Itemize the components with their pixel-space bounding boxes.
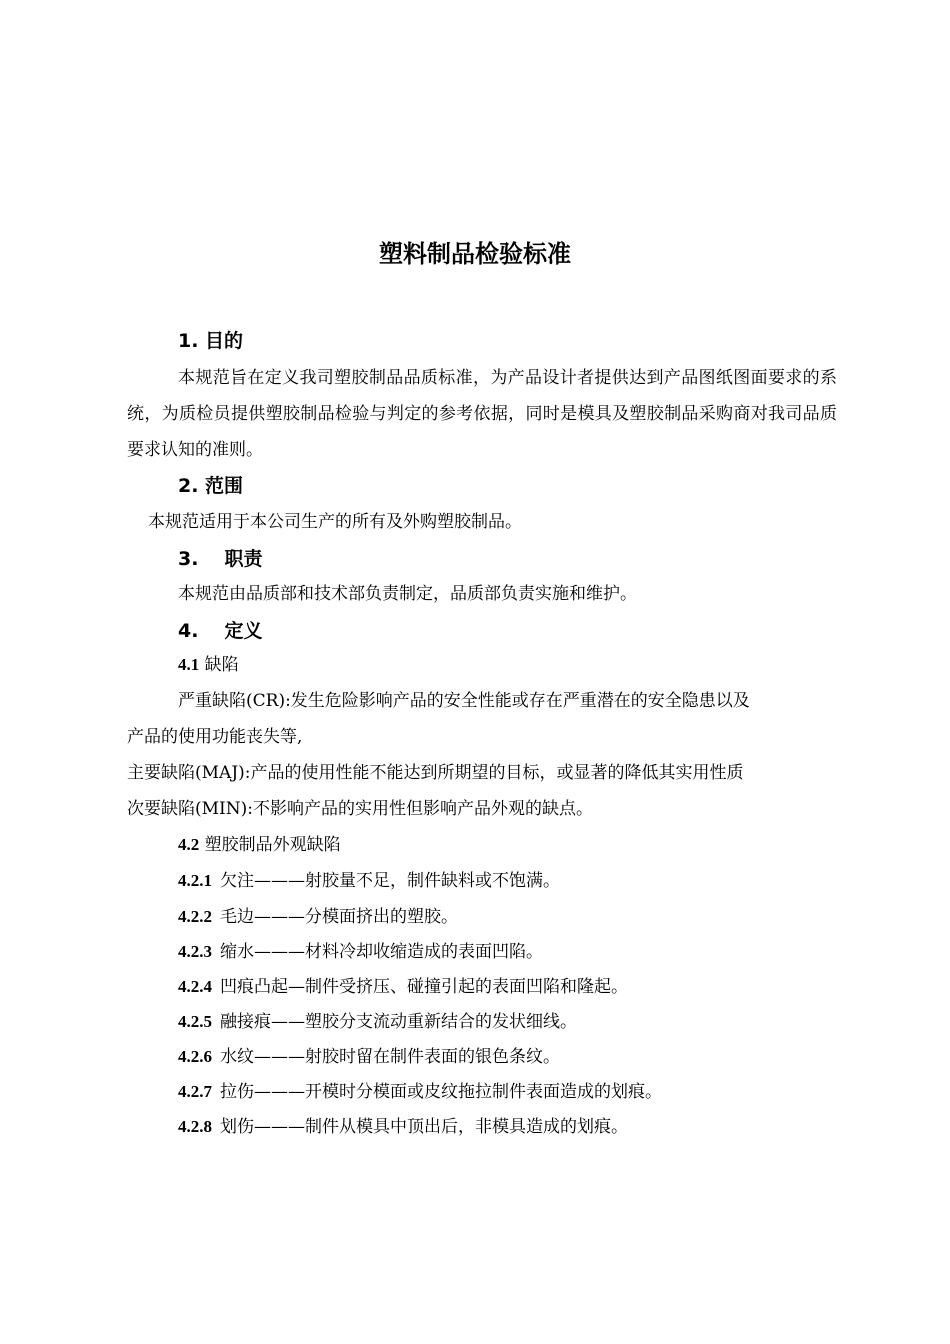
section-number: 4. (178, 620, 199, 642)
list-item (178, 1039, 560, 1075)
item-number: 4.2.7 (178, 1082, 212, 1101)
list-item (178, 899, 458, 935)
section-heading-purpose: 1. 目的 (178, 330, 244, 352)
list-item (178, 1074, 662, 1110)
item-text: 凹痕凸起—制件受挤压、碰撞引起的表面凹陷和隆起。 (220, 977, 628, 997)
section-heading-responsibility (178, 545, 262, 573)
item-text: 划伤———制件从模具中顶出后，非模具造成的划痕。 (220, 1117, 628, 1137)
item-number: 4.2.5 (178, 1012, 212, 1031)
defect-critical: 严重缺陷(CR):发生危险影响产品的安全性能或存在严重潜在的安全隐患以及 (178, 691, 750, 711)
section-heading-label: 职责 (224, 548, 263, 570)
item-number: 4.2.1 (178, 871, 212, 890)
list-item (178, 1004, 577, 1040)
defect-major: 主要缺陷(MAJ):产品的使用性能不能达到所期望的目标，或显著的降低其实用性质 (127, 763, 744, 783)
defect-critical-cont: 产品的使用功能丧失等, (127, 727, 303, 747)
item-number: 4.2.3 (178, 942, 212, 961)
item-text: 毛边———分模面挤出的塑胶。 (220, 907, 458, 927)
item-text: 融接痕——塑胶分支流动重新结合的发状细线。 (220, 1012, 577, 1032)
item-text: 拉伤———开模时分模面或皮纹拖拉制件表面造成的划痕。 (220, 1082, 662, 1102)
section-heading-scope: 2. 范围 (178, 475, 244, 497)
item-number: 4.2.4 (178, 977, 212, 996)
section-heading-label: 定义 (224, 620, 263, 642)
subsection-number: 4.2 (178, 835, 200, 854)
defect-minor: 次要缺陷(MIN):不影响产品的实用性但影响产品外观的缺点。 (127, 799, 593, 819)
list-item (178, 1109, 628, 1145)
section-text-responsibility: 本规范由品质部和技术部负责制定，品质部负责实施和维护。 (178, 584, 637, 604)
subsection-defects (178, 647, 239, 683)
item-number: 4.2.6 (178, 1047, 212, 1066)
document-title: 塑料制品检验标准 (379, 240, 571, 268)
subsection-label: 塑胶制品外观缺陷 (204, 835, 341, 855)
item-number: 4.2.8 (178, 1117, 212, 1136)
item-number: 4.2.2 (178, 907, 212, 926)
item-text: 缩水———材料冷却收缩造成的表面凹陷。 (220, 942, 543, 962)
list-item (178, 863, 560, 899)
section-text-scope: 本规范适用于本公司生产的所有及外购塑胶制品。 (148, 512, 522, 532)
subsection-appearance-defects (178, 827, 341, 863)
item-text: 水纹———射胶时留在制件表面的银色条纹。 (220, 1047, 560, 1067)
list-item (178, 934, 543, 970)
section-heading-definition (178, 617, 262, 645)
section-text-purpose: 本规范旨在定义我司塑胶制品品质标准，为产品设计者提供达到产品图纸图面要求的系统，为质检员提供塑胶制品检验与判定的参考依据，同时是模具及塑胶制品采购商对我司品质要求认知的准则。 (127, 368, 837, 460)
subsection-label: 缺陷 (204, 655, 239, 675)
subsection-number: 4.1 (178, 655, 200, 674)
list-item (178, 969, 628, 1005)
section-number: 3. (178, 548, 199, 570)
item-text: 欠注———射胶量不足，制件缺料或不饱满。 (220, 871, 560, 891)
